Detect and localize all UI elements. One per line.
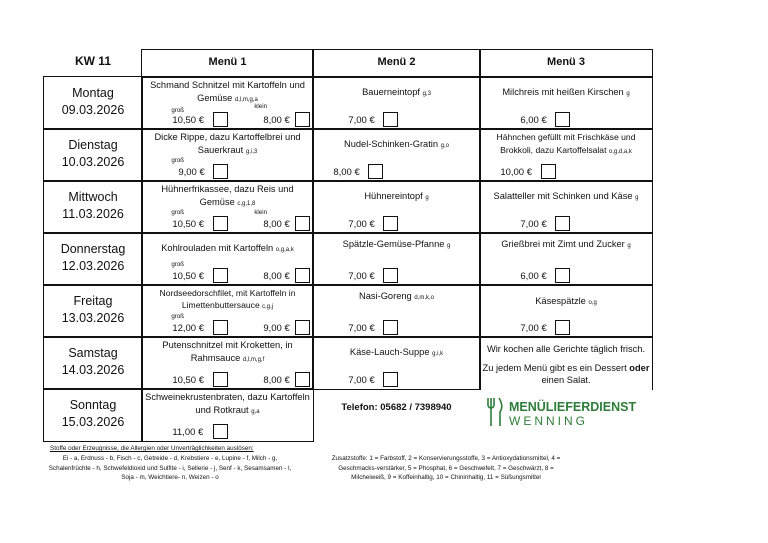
day-cell	[43, 336, 142, 389]
dish-text: Käsespätzle o,g	[535, 296, 597, 307]
phone-number: Telefon: 05682 / 7398940	[341, 402, 452, 414]
dish-text: Hühnerfrikassee, dazu Reis und Gemüse c,g,1,8	[161, 184, 294, 208]
order-checkbox[interactable]	[555, 112, 570, 127]
menu-1-cell	[141, 232, 313, 285]
day-date: 13.03.2026	[61, 311, 125, 326]
size-label-big: groß	[171, 209, 185, 217]
price-big: 12,00 €	[172, 322, 205, 334]
price: 7,00 €	[348, 270, 375, 282]
order-checkbox[interactable]	[555, 216, 570, 231]
day-name: Donnerstag	[60, 242, 126, 257]
day-date: 15.03.2026	[61, 415, 125, 430]
price: 7,00 €	[348, 218, 375, 230]
menu-1-cell	[141, 388, 313, 441]
order-checkbox-small[interactable]	[295, 112, 310, 127]
price-small: 9,00 €	[263, 322, 290, 334]
day-date: 11.03.2026	[62, 207, 124, 222]
price-big: 11,00 €	[172, 426, 204, 438]
price: 6,00 €	[520, 114, 547, 126]
price: 7,00 €	[520, 218, 547, 230]
company-logo	[479, 394, 652, 432]
logo-cell	[479, 388, 652, 441]
menu-1-cell	[141, 284, 313, 337]
dish-text: Putenschnitzel mit Kroketten, in Rahmsauce d,l,m,g,f	[162, 340, 293, 364]
order-checkbox-small[interactable]	[295, 372, 310, 387]
order-checkbox-big[interactable]	[213, 268, 228, 283]
dish-text: Bauerneintopf g,3	[362, 87, 431, 98]
price-big: 10,50 €	[172, 374, 205, 386]
order-checkbox-big[interactable]	[213, 112, 228, 127]
dish-text: Käse-Lauch-Suppe g,i,k	[349, 347, 444, 358]
dish-text: Nordseedorschfilet, mit Kartoffeln in Limettenbuttersauce c,g,j	[159, 288, 296, 311]
dish-text: Milchreis mit heißen Kirschen g	[502, 87, 630, 98]
day-cell	[43, 284, 142, 337]
price-small: 8,00 €	[263, 270, 290, 282]
menu-1-cell	[141, 180, 313, 233]
price: 6,00 €	[520, 270, 547, 282]
price: 7,00 €	[520, 322, 547, 334]
dish-text: Salatteller mit Schinken und Käse g	[493, 191, 639, 202]
price-big: 9,00 €	[178, 166, 205, 178]
size-label-big: groß	[171, 107, 185, 115]
additives-list: Zusatzstoffe: 1 = Farbstoff, 2 = Konservierungsstoffe, 3 = Antioxydationsmittel, 4 = Geschmacks-verstärker, 5 = Phosphat, 6 = Geschwefelt, 7 = Geschwärzt, 8 = Milcheiweiß, 9 = Koffeinhaltig, 10 = Chininhaltig, 11 = Süßungsmittel	[331, 455, 561, 481]
allergen-title: Stoffe oder Erzeugnisse, die Allergien oder Unverträglichkeiten auslösen:	[50, 445, 254, 452]
price-big: 10,50 €	[172, 270, 205, 282]
day-name: Mittwoch	[68, 190, 118, 205]
price: 7,00 €	[348, 322, 375, 334]
order-checkbox-small[interactable]	[295, 320, 310, 335]
menu-3-cell	[479, 128, 652, 181]
day-name: Montag	[72, 86, 114, 101]
day-name: Freitag	[73, 294, 113, 309]
day-cell	[43, 180, 142, 233]
dish-text: Nudel-Schinken-Gratin g,o	[344, 139, 449, 150]
day-date: 14.03.2026	[61, 363, 125, 378]
dish-text: Spätzle-Gemüse-Pfanne g	[342, 239, 451, 250]
menu-2-cell	[312, 128, 480, 181]
menu-1-cell	[141, 128, 313, 181]
day-date: 10.03.2026	[61, 155, 125, 170]
price: 7,00 €	[348, 114, 375, 126]
order-checkbox[interactable]	[555, 320, 570, 335]
order-checkbox[interactable]	[383, 320, 398, 335]
menu-2-cell	[312, 232, 480, 285]
price-small: 8,00 €	[263, 114, 290, 126]
dish-text: Hühnereintopf g	[364, 191, 429, 202]
day-cell	[43, 388, 142, 441]
menu-2-cell	[312, 336, 480, 389]
order-checkbox[interactable]	[383, 372, 398, 387]
menu-3-cell	[479, 76, 652, 129]
order-checkbox-big[interactable]	[213, 164, 228, 179]
menu-lieferdienst-logo-icon	[479, 394, 651, 432]
header-menu-2: Menü 2	[312, 49, 480, 77]
price-small: 8,00 €	[263, 218, 290, 230]
size-label-big: groß	[171, 157, 185, 165]
logo-line-1: MENÜLIEFERDIENST	[509, 400, 637, 415]
logo-line-2: WENNING	[509, 414, 589, 429]
price: 10,00 €	[500, 166, 533, 178]
order-checkbox-small[interactable]	[295, 216, 310, 231]
menu-3-cell	[479, 284, 652, 337]
order-checkbox-big[interactable]	[213, 372, 228, 387]
day-date: 09.03.2026	[61, 103, 125, 118]
dish-text: Nasi-Goreng d,m,k,o	[359, 291, 434, 302]
order-checkbox[interactable]	[555, 268, 570, 283]
fresh-note: Wir kochen alle Gerichte täglich frisch.	[486, 344, 646, 355]
order-checkbox[interactable]	[383, 216, 398, 231]
day-cell	[43, 232, 142, 285]
menu-1-cell	[141, 336, 313, 389]
day-cell	[43, 128, 142, 181]
order-checkbox-big[interactable]	[213, 216, 228, 231]
day-cell	[43, 76, 142, 129]
header-menu-3: Menü 3	[479, 49, 652, 77]
dish-text: Hähnchen gefüllt mit Frischkäse und Brokkoli, dazu Kartoffelsalat o,g,d,a,k	[496, 132, 636, 156]
price-small: 8,00 €	[263, 374, 290, 386]
order-checkbox-big[interactable]	[213, 320, 228, 335]
dish-text: Schmand Schnitzel mit Kartoffeln und Gemüse d,l,m,g,a	[150, 80, 305, 104]
menu-table	[44, 50, 652, 443]
order-checkbox[interactable]	[383, 112, 398, 127]
dish-text: Schweinekrustenbraten, dazu Kartoffeln und Rotkraut g,a	[145, 392, 310, 416]
order-checkbox-big[interactable]	[213, 424, 228, 439]
price: 8,00 €	[333, 166, 360, 178]
size-label-big: groß	[171, 313, 185, 321]
menu-1-cell	[141, 76, 313, 129]
dessert-note: Zu jedem Menü gibt es ein Dessert oder einen Salat.	[482, 363, 650, 386]
menu-2-cell	[312, 76, 480, 129]
menu-3-cell	[479, 180, 652, 233]
order-checkbox[interactable]	[383, 268, 398, 283]
info-cell	[479, 336, 652, 389]
day-name: Dienstag	[68, 138, 118, 153]
week-label: KW 11	[74, 54, 111, 69]
price-big: 10,50 €	[172, 114, 205, 126]
menu-3-cell	[479, 232, 652, 285]
day-name: Sonntag	[69, 398, 117, 413]
header-menu-1: Menü 1	[141, 49, 313, 77]
dish-text: Grießbrei mit Zimt und Zucker g	[501, 239, 631, 250]
menu-2-cell	[312, 284, 480, 337]
order-checkbox[interactable]	[541, 164, 556, 179]
menu-2-cell	[312, 180, 480, 233]
allergen-list: Ei - a, Erdnuss - b, Fisch - c, Getreide - d, Krebstiere - e, Lupine - f, Milch - g, Schalenfrüchte - h, Schwefeldioxid und Sulfite - i, Sellerie - j, Senf - k, Sesamsamen - l, Soja - m, Weichtiere- n, Weizen - o	[48, 455, 292, 481]
day-name: Samstag	[68, 346, 118, 361]
price-big: 10,50 €	[172, 218, 205, 230]
size-label-big: groß	[171, 261, 185, 269]
dish-text: Dicke Rippe, dazu Kartoffelbrei und Sauerkraut g,i,3	[154, 132, 301, 156]
size-label-small: klein	[254, 209, 268, 217]
day-date: 12.03.2026	[61, 259, 125, 274]
size-label-small: klein	[254, 103, 268, 111]
price: 7,00 €	[348, 374, 375, 386]
order-checkbox[interactable]	[368, 164, 383, 179]
dish-text: Kohlrouladen mit Kartoffeln o,g,a,k	[161, 243, 294, 254]
order-checkbox-small[interactable]	[295, 268, 310, 283]
phone-cell	[312, 388, 480, 441]
